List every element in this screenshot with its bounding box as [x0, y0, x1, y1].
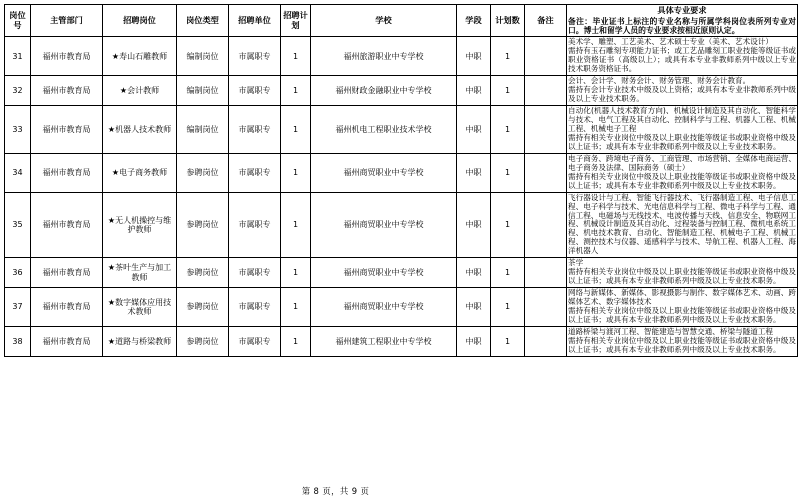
- stage-cell: 中职: [457, 326, 491, 356]
- school-cell: 福州商贸职业中专学校: [311, 258, 457, 288]
- column-header-type: 岗位类型: [177, 5, 229, 37]
- remark-cell: [525, 37, 567, 76]
- recruit-plan-cell: 1: [281, 192, 311, 258]
- recruit-unit-cell: 市属职专: [229, 76, 281, 106]
- recruit-unit-cell: 市属职专: [229, 153, 281, 192]
- post-name-cell: ★寿山石雕教师: [103, 37, 177, 76]
- recruit-plan-cell: 1: [281, 76, 311, 106]
- count-cell: 1: [491, 258, 525, 288]
- count-cell: 1: [491, 288, 525, 327]
- table-row: [5, 326, 798, 356]
- post-name-cell: ★数字媒体应用技术教师: [103, 288, 177, 327]
- stage-cell: 中职: [457, 37, 491, 76]
- recruit-unit-cell: 市属职专: [229, 326, 281, 356]
- requirement-line: 需持有相关专业岗位中级及以上职业技能等级证书或职业资格中级及以上证书；或具有本专业非教师系列中级及以上专业技术职务。: [568, 306, 796, 324]
- stage-cell: 中职: [457, 288, 491, 327]
- table-row: [5, 192, 798, 258]
- job-number-cell: 32: [5, 76, 31, 106]
- requirement-note: 备注：毕业证书上标注的专业名称与所属学科岗位表所列专业对口。博士和留学人员的专业要求按相近原则认定。: [568, 16, 796, 36]
- count-cell: 1: [491, 76, 525, 106]
- school-cell: 福州商贸职业中专学校: [311, 288, 457, 327]
- requirement-line: 飞行器设计与工程、智能飞行器技术、飞行器制造工程、电子信息工程、电子科学与技术、光电信息科学与工程、微电子科学与工程、通信工程、电磁场与无线技术、电波传播与天线、信息安全、物联网工程、机械设计制造及其自动化、过程装备与控制工程、微机电系统工程、机电技术教育、自动化、智能制造工程、机械电子工程、机械工程、测控技术与仪器、遥感科学与技术、导航工程、机器人工程、海洋机器人: [568, 192, 796, 256]
- requirement-cell: [567, 106, 798, 154]
- requirement-cell: [567, 192, 798, 258]
- school-cell: 福州商贸职业中专学校: [311, 192, 457, 258]
- count-cell: 1: [491, 192, 525, 258]
- requirement-line: 需持有相关专业岗位中级及以上职业技能等级证书或职业资格中级及以上证书；或具有本专业非教师系列中级及以上专业技术职务。: [568, 335, 796, 354]
- department-cell: 福州市教育局: [31, 326, 103, 356]
- recruit-unit-cell: 市属职专: [229, 106, 281, 154]
- count-cell: 1: [491, 37, 525, 76]
- post-type-cell: 编制岗位: [177, 76, 229, 106]
- stage-cell: 中职: [457, 258, 491, 288]
- recruit-plan-cell: 1: [281, 37, 311, 76]
- page-footer: 第 8 页，共 9 页: [301, 486, 370, 496]
- job-number-cell: 33: [5, 106, 31, 154]
- department-cell: 福州市教育局: [31, 192, 103, 258]
- column-header-school: 学校: [311, 5, 457, 37]
- school-cell: 福州建筑工程职业中专学校: [311, 326, 457, 356]
- column-header-post: 招聘岗位: [103, 5, 177, 37]
- table-header: [5, 5, 798, 37]
- requirement-cell: [567, 326, 798, 356]
- remark-cell: [525, 258, 567, 288]
- recruit-unit-cell: 市属职专: [229, 258, 281, 288]
- requirement-cell: [567, 37, 798, 76]
- job-number-cell: 37: [5, 288, 31, 327]
- remark-cell: [525, 106, 567, 154]
- remark-cell: [525, 326, 567, 356]
- column-header-remark: 备注: [525, 5, 567, 37]
- column-header-no: 岗位号: [5, 5, 31, 37]
- post-type-cell: 参聘岗位: [177, 288, 229, 327]
- stage-cell: 中职: [457, 153, 491, 192]
- requirement-line: 自动化(机器人技术教育方向)、机械设计制造及其自动化、智能科学与技术、电气工程及其自动化、控制科学与工程、机器人工程、机械工程、机械电子工程: [568, 106, 796, 133]
- header-row: [5, 5, 798, 37]
- post-type-cell: 编制岗位: [177, 106, 229, 154]
- requirement-line: 需持有相关专业岗位中级及以上职业技能等级证书或职业资格中级及以上证书；或具有本专业非教师系列中级及以上专业技术职务。: [568, 267, 796, 286]
- recruit-plan-cell: 1: [281, 106, 311, 154]
- job-number-cell: 36: [5, 258, 31, 288]
- department-cell: 福州市教育局: [31, 106, 103, 154]
- school-cell: 福州旅游职业中专学校: [311, 37, 457, 76]
- table-row: [5, 76, 798, 106]
- requirement-title: 具体专业要求: [657, 5, 707, 15]
- requirement-line: 道路桥梁与渡河工程、智能建造与智慧交通、桥梁与隧道工程: [568, 326, 774, 336]
- requirement-line: 会计、会计学、财务会计、财务管理、财务会计教育。: [568, 76, 751, 86]
- table-row: [5, 153, 798, 192]
- table-body: [5, 37, 798, 356]
- requirement-line: 需持有相关专业岗位中级及以上职业技能等级证书或职业资格中级及以上证书；或具有本专业非教师系列中级及以上专业技术职务。: [568, 171, 796, 190]
- remark-cell: [525, 153, 567, 192]
- post-type-cell: 参聘岗位: [177, 153, 229, 192]
- department-cell: 福州市教育局: [31, 258, 103, 288]
- recruit-plan-cell: 1: [281, 258, 311, 288]
- column-header-dept: 主管部门: [31, 5, 103, 37]
- post-type-cell: 参聘岗位: [177, 258, 229, 288]
- post-name-cell: ★道路与桥梁教师: [103, 326, 177, 356]
- school-cell: 福州财政金融职业中专学校: [311, 76, 457, 106]
- count-cell: 1: [491, 326, 525, 356]
- requirement-line: 需持有相关专业岗位中级及以上职业技能等级证书或职业资格中级及以上证书；或具有本专业非教师系列中级及以上专业技术职务。: [568, 132, 796, 151]
- requirement-line: 电子商务、跨境电子商务、工商管理、市场营销、全媒体电商运营、电子商务及法律、国际商务（硕士）: [568, 153, 796, 172]
- post-type-cell: 编制岗位: [177, 37, 229, 76]
- table-row: [5, 106, 798, 154]
- stage-cell: 中职: [457, 106, 491, 154]
- school-cell: 福州机电工程职业技术学校: [311, 106, 457, 154]
- requirement-line: 网络与新媒体、新媒体、影视摄影与制作、数字媒体艺术、动画、跨媒体艺术、数字媒体技术: [568, 288, 796, 307]
- requirement-cell: [567, 258, 798, 288]
- requirement-line: 需持有会计专业技术中级及以上资格；或具有本专业非教师系列中级及以上专业技术职务。: [568, 85, 796, 104]
- remark-cell: [525, 192, 567, 258]
- table-row: [5, 37, 798, 76]
- requirement-cell: [567, 153, 798, 192]
- count-cell: 1: [491, 106, 525, 154]
- remark-cell: [525, 76, 567, 106]
- remark-cell: [525, 288, 567, 327]
- department-cell: 福州市教育局: [31, 37, 103, 76]
- recruit-unit-cell: 市属职专: [229, 288, 281, 327]
- recruit-unit-cell: 市属职专: [229, 37, 281, 76]
- job-number-cell: 38: [5, 326, 31, 356]
- requirement-cell: [567, 288, 798, 327]
- job-number-cell: 35: [5, 192, 31, 258]
- column-header-requirement: [567, 5, 798, 37]
- recruit-plan-cell: 1: [281, 153, 311, 192]
- recruitment-table: [4, 4, 798, 357]
- post-type-cell: 参聘岗位: [177, 326, 229, 356]
- stage-cell: 中职: [457, 192, 491, 258]
- department-cell: 福州市教育局: [31, 288, 103, 327]
- column-header-count: 计划数: [491, 5, 525, 37]
- count-cell: 1: [491, 153, 525, 192]
- job-number-cell: 34: [5, 153, 31, 192]
- post-name-cell: ★茶叶生产与加工教师: [103, 258, 177, 288]
- job-number-cell: 31: [5, 37, 31, 76]
- stage-cell: 中职: [457, 76, 491, 106]
- recruit-plan-cell: 1: [281, 288, 311, 327]
- table-row: [5, 288, 798, 327]
- post-type-cell: 参聘岗位: [177, 192, 229, 258]
- column-header-unit: 招聘单位: [229, 5, 281, 37]
- post-name-cell: ★无人机操控与维护教师: [103, 192, 177, 258]
- department-cell: 福州市教育局: [31, 153, 103, 192]
- post-name-cell: ★电子商务教师: [103, 153, 177, 192]
- post-name-cell: ★会计教师: [103, 76, 177, 106]
- school-cell: 福州商贸职业中专学校: [311, 153, 457, 192]
- requirement-line: 美术学、雕塑、工艺美术、艺术硕士专业（美术、艺术设计）: [568, 37, 774, 47]
- requirement-line: 茶学: [568, 258, 584, 268]
- recruit-unit-cell: 市属职专: [229, 192, 281, 258]
- column-header-plan: 招聘计划: [281, 5, 311, 37]
- post-name-cell: ★机器人技术教师: [103, 106, 177, 154]
- requirement-line: 需持有玉石雕刻专项能力证书；或工艺品雕刻工职业技能等级证书或职业资格证书（高级以上）；或具有本专业非教师系列中级以上专业技术职务资格证书。: [568, 46, 796, 74]
- column-header-stage: 学段: [457, 5, 491, 37]
- department-cell: 福州市教育局: [31, 76, 103, 106]
- table-row: [5, 258, 798, 288]
- requirement-cell: [567, 76, 798, 106]
- recruit-plan-cell: 1: [281, 326, 311, 356]
